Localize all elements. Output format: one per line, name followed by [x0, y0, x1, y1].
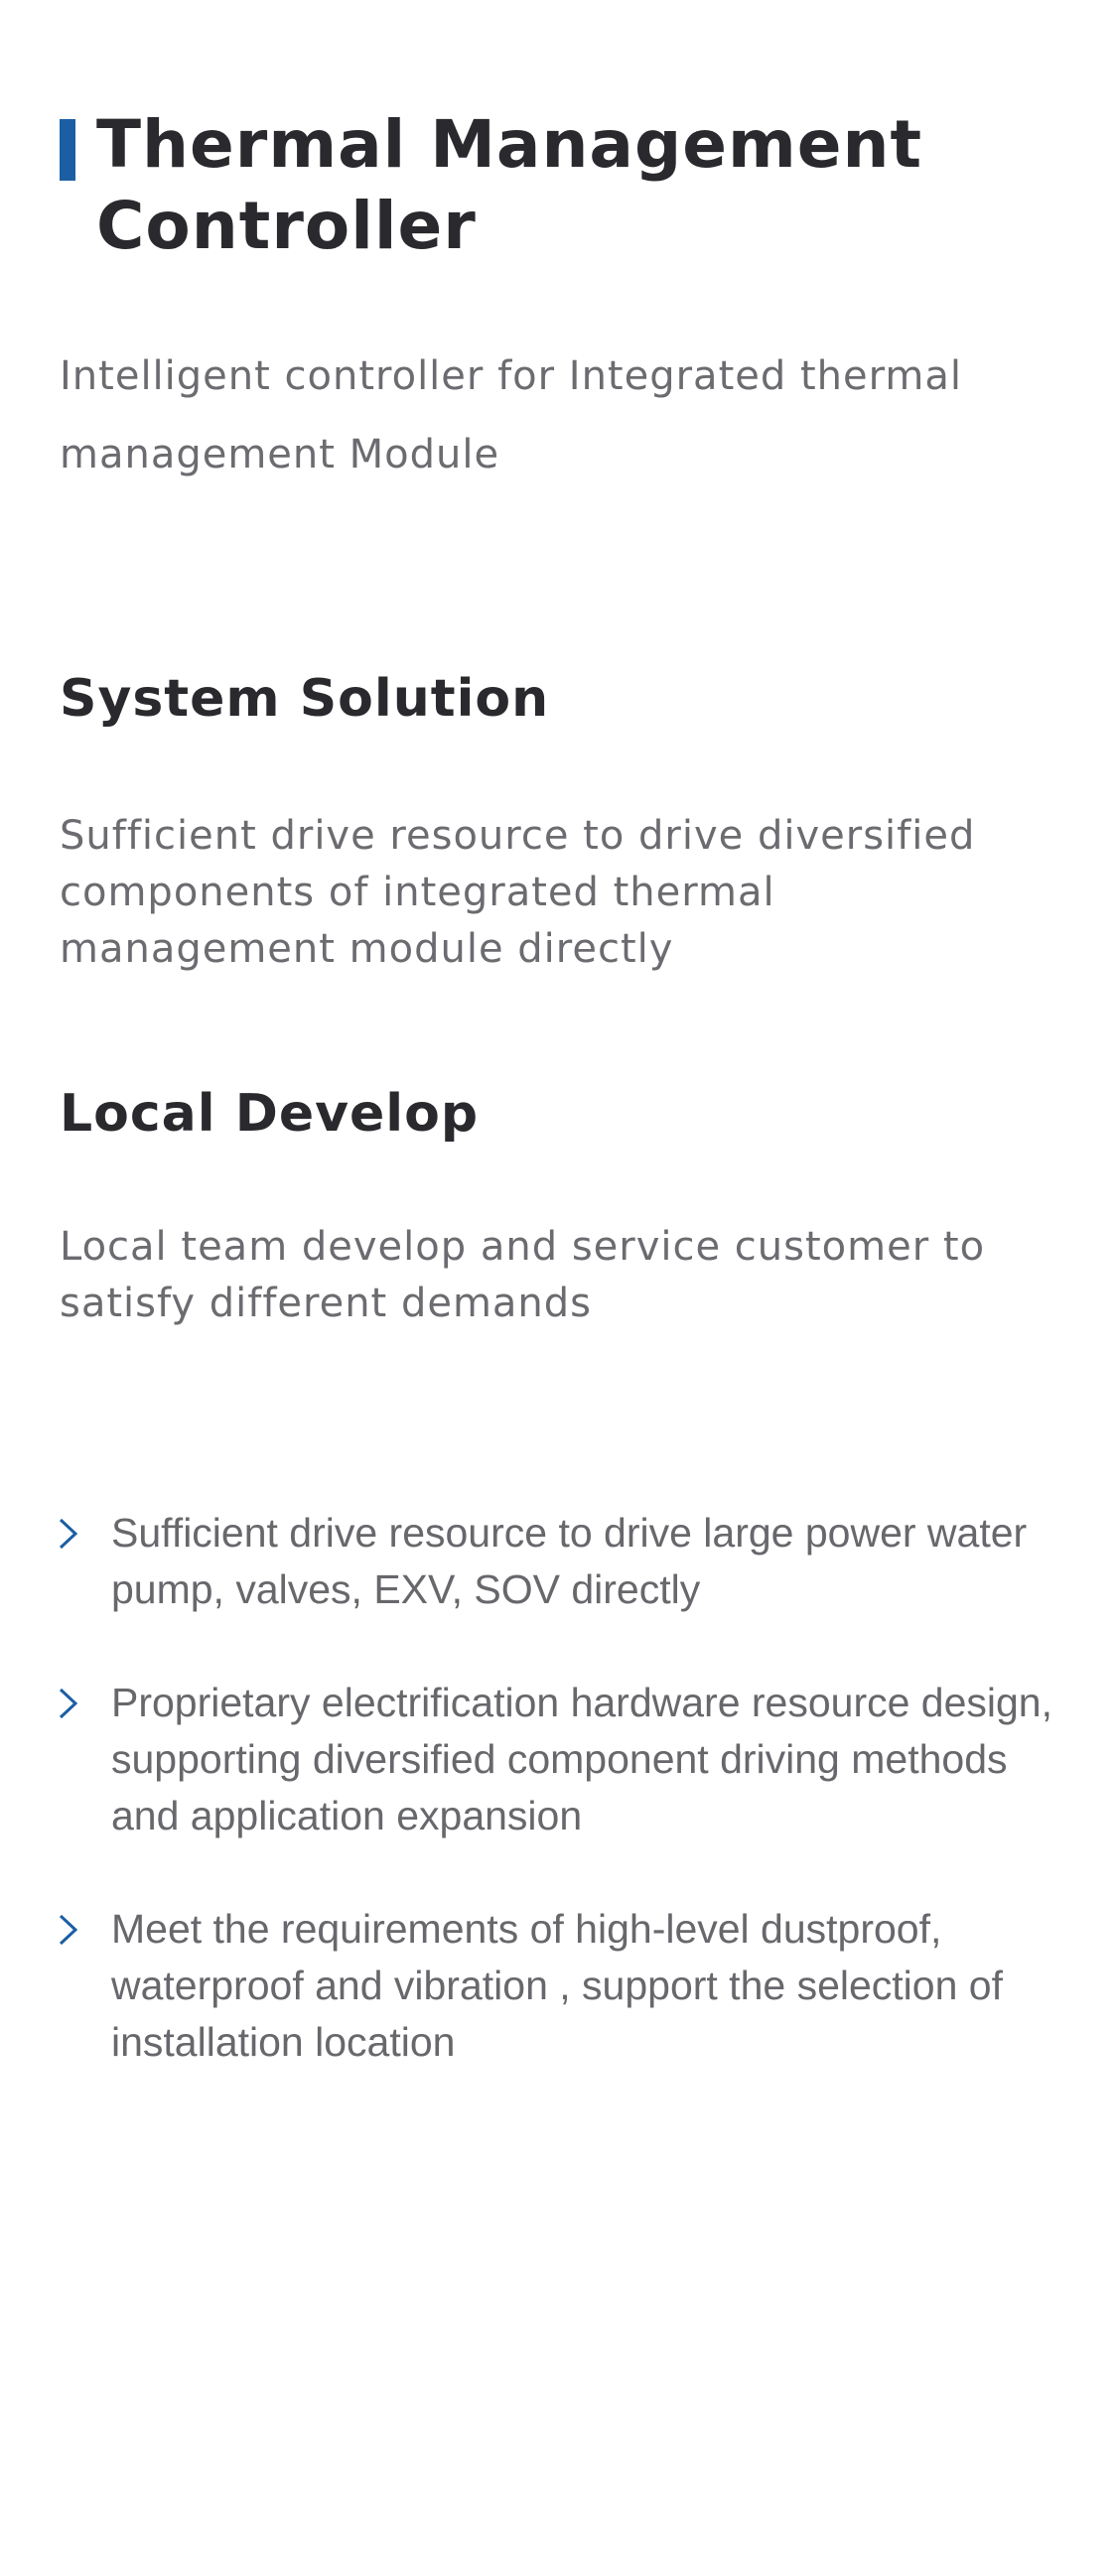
feature-item [56, 1675, 1058, 1844]
feature-item-text: Meet the requirements of high-level dustproof, waterproof and vibration , support the selection of installation location [111, 1906, 1003, 2065]
chevron-right-icon [56, 1517, 81, 1551]
feature-item-text: Sufficient drive resource to drive large power water pump, valves, EXV, SOV directly [111, 1510, 1028, 1612]
section-heading-system-solution: System Solution [60, 669, 550, 729]
page-title: Thermal Management Controller [96, 106, 923, 264]
feature-item [56, 1901, 1058, 2071]
section-text-system-solution: Sufficient drive resource to drive diversified components of integrated thermal management module directly [60, 813, 976, 972]
title-block [60, 104, 1052, 267]
feature-item-text: Proprietary electrification hardware resource design, supporting diversified component driving methods and application expansion [111, 1680, 1053, 1838]
chevron-right-icon [56, 1913, 81, 1947]
title-accent-bar [60, 119, 75, 181]
feature-item [56, 1505, 1058, 1618]
page-subtitle: Intelligent controller for Integrated thermal management Module [60, 353, 962, 477]
section-text-local-develop: Local team develop and service customer to satisfy different demands [60, 1224, 986, 1326]
chevron-right-icon [56, 1687, 81, 1720]
section-heading-local-develop: Local Develop [60, 1084, 480, 1144]
feature-list [56, 1505, 1058, 2127]
